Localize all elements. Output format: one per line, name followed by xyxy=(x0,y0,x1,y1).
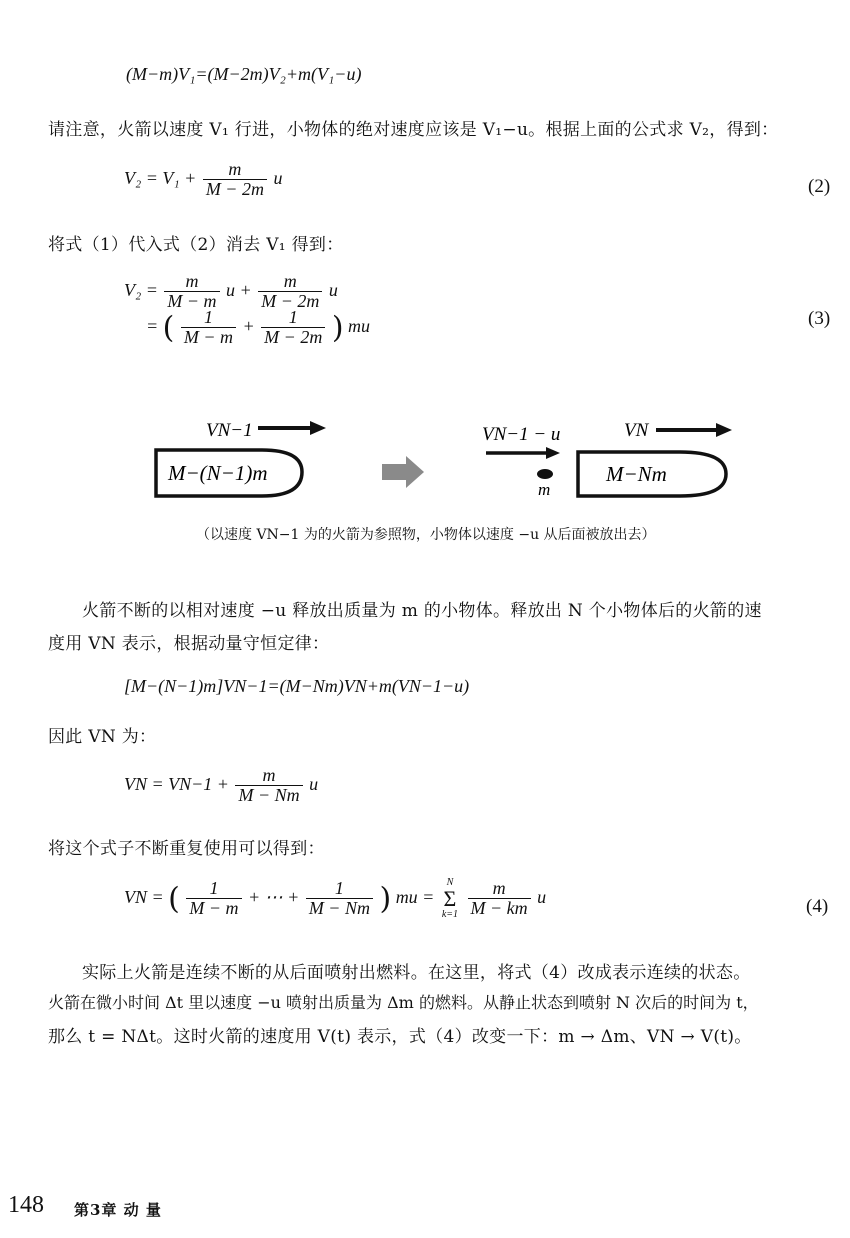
eqvn-lhs: VN = VN−1 + xyxy=(124,773,229,794)
paragraph-continuous-line2: 火箭在微小时间 Δt 里以速度 −u 喷射出质量为 Δm 的燃料。从静止状态到喷射 N 次后的时间为 t， xyxy=(48,993,759,1012)
equation-vn xyxy=(124,766,318,806)
eq3-eq: = xyxy=(146,315,159,336)
equation-label-3: (3) xyxy=(808,308,831,329)
eq4-f3 xyxy=(468,879,531,919)
particle-velocity-arrowhead xyxy=(546,447,560,459)
eq4-summation xyxy=(442,878,458,920)
eqvn-den: M − Nm xyxy=(235,785,302,806)
eq4-sum-bottom: k=1 xyxy=(441,909,459,920)
eq4-f2 xyxy=(306,879,373,919)
rocket-diagram xyxy=(140,408,760,518)
eq3-mid: u + xyxy=(226,279,252,300)
eq4-sum-top: N xyxy=(446,877,454,888)
equation-label-4: (4) xyxy=(806,896,829,917)
eq4-lparen: ( xyxy=(168,881,180,917)
eqvn-fraction xyxy=(235,766,302,806)
eq2-fraction xyxy=(203,160,267,200)
eq3-g2 xyxy=(261,308,325,348)
eq3-lparen: ( xyxy=(162,310,175,346)
eq3-plus: + xyxy=(242,315,255,336)
eq4-f2-den: M − Nm xyxy=(306,898,373,919)
eq3-g2-num: 1 xyxy=(288,307,298,327)
particle-dot xyxy=(537,469,553,479)
eqvn-num: m xyxy=(262,765,276,785)
eq2-den: M − 2m xyxy=(203,179,267,200)
eq3-lhs: V₂ = xyxy=(124,279,158,300)
paragraph-note: 请注意，火箭以速度 V₁ 行进，小物体的绝对速度应该是 V₁−u。根据上面的公式求 V₂，得到： xyxy=(48,120,779,140)
page-number: 148 xyxy=(8,1192,44,1218)
eq3-f1-num: m xyxy=(185,271,199,291)
particle-label: m xyxy=(538,480,551,499)
paragraph-repeat: 将这个式子不断重复使用可以得到： xyxy=(48,839,325,859)
left-velocity-arrowhead xyxy=(310,421,326,435)
equation-momentum-n: [M−(N−1)m]VN−1=(M−Nm)VN+m(VN−1−u) xyxy=(124,676,470,696)
eq3-f1 xyxy=(164,272,219,312)
chapter-title: 第3章 动 量 xyxy=(74,1201,162,1219)
equation-2 xyxy=(124,160,282,200)
paragraph-substitute: 将式（1）代入式（2）消去 V₁ 得到： xyxy=(48,235,344,255)
eq3-g1 xyxy=(181,308,236,348)
eq4-sum-symbol: Σ xyxy=(443,886,457,911)
paragraph-release-line1: 火箭不断的以相对速度 −u 释放出质量为 m 的小物体。释放出 N 个小物体后的火箭的速 xyxy=(82,601,762,621)
eq3-g1-den: M − m xyxy=(181,327,236,348)
transition-arrow xyxy=(382,456,424,488)
eq4-f1-num: 1 xyxy=(209,878,219,899)
eq3-f2-den: M − 2m xyxy=(258,291,322,312)
eq3-f2 xyxy=(258,272,322,312)
equation-3-line1 xyxy=(124,272,338,312)
eq3-end1: u xyxy=(328,279,338,300)
left-rocket-label: M−(N−1)m xyxy=(168,461,268,485)
eq4-dots: + ⋯ + xyxy=(248,887,300,908)
diagram-caption: （以速度 VN−1 为的火箭为参照物，小物体以速度 −u 从后面被放出去） xyxy=(196,527,656,543)
eq4-f3-den: M − km xyxy=(468,898,531,919)
eq3-f1-den: M − m xyxy=(164,291,219,312)
equation-label-2: (2) xyxy=(808,176,831,197)
eq2-lhs: V₂ = V₁ + xyxy=(124,167,197,188)
equation-momentum-first: (M−m)V₁=(M−2m)V₂+m(V₁−u) xyxy=(126,64,362,84)
eq3-end2: mu xyxy=(348,315,371,336)
right-rocket-label: M−Nm xyxy=(606,462,667,486)
eq2-tail: u xyxy=(273,167,283,188)
paragraph-release-line2: 度用 VN 表示，根据动量守恒定律： xyxy=(48,634,330,654)
eq4-f2-num: 1 xyxy=(334,878,344,899)
eq3-g1-num: 1 xyxy=(203,307,213,327)
right-velocity-label: VN xyxy=(624,420,649,441)
eq2-num: m xyxy=(228,159,242,179)
particle-velocity-label: VN−1 − u xyxy=(482,424,561,445)
eq4-f1-den: M − m xyxy=(186,898,241,919)
paragraph-continuous-line3: 那么 t = NΔt。这时火箭的速度用 V(t) 表示，式（4）改变一下：m → Δm、VN → V(t)。 xyxy=(48,1027,752,1047)
eq4-lhs: VN = xyxy=(124,887,164,908)
eq3-f2-num: m xyxy=(283,271,297,291)
eq3-g2-den: M − 2m xyxy=(261,327,325,348)
paragraph-continuous-line1: 实际上火箭是连续不断的从后面喷射出燃料。在这里，将式（4）改成表示连续的状态。 xyxy=(82,963,751,983)
eq4-rparen: ) xyxy=(379,881,392,917)
right-velocity-arrowhead xyxy=(716,423,732,437)
equation-4 xyxy=(124,878,546,920)
equation-3-line2 xyxy=(146,308,370,348)
eqvn-tail: u xyxy=(309,773,319,794)
eq3-rparen: ) xyxy=(331,310,344,346)
paragraph-therefore: 因此 VN 为： xyxy=(48,727,157,747)
eq4-tail: u xyxy=(537,887,547,908)
left-velocity-label: VN−1 xyxy=(206,420,253,441)
eq4-mid: mu = xyxy=(395,887,435,908)
eq4-f1 xyxy=(186,879,241,919)
eq4-f3-num: m xyxy=(492,878,506,899)
